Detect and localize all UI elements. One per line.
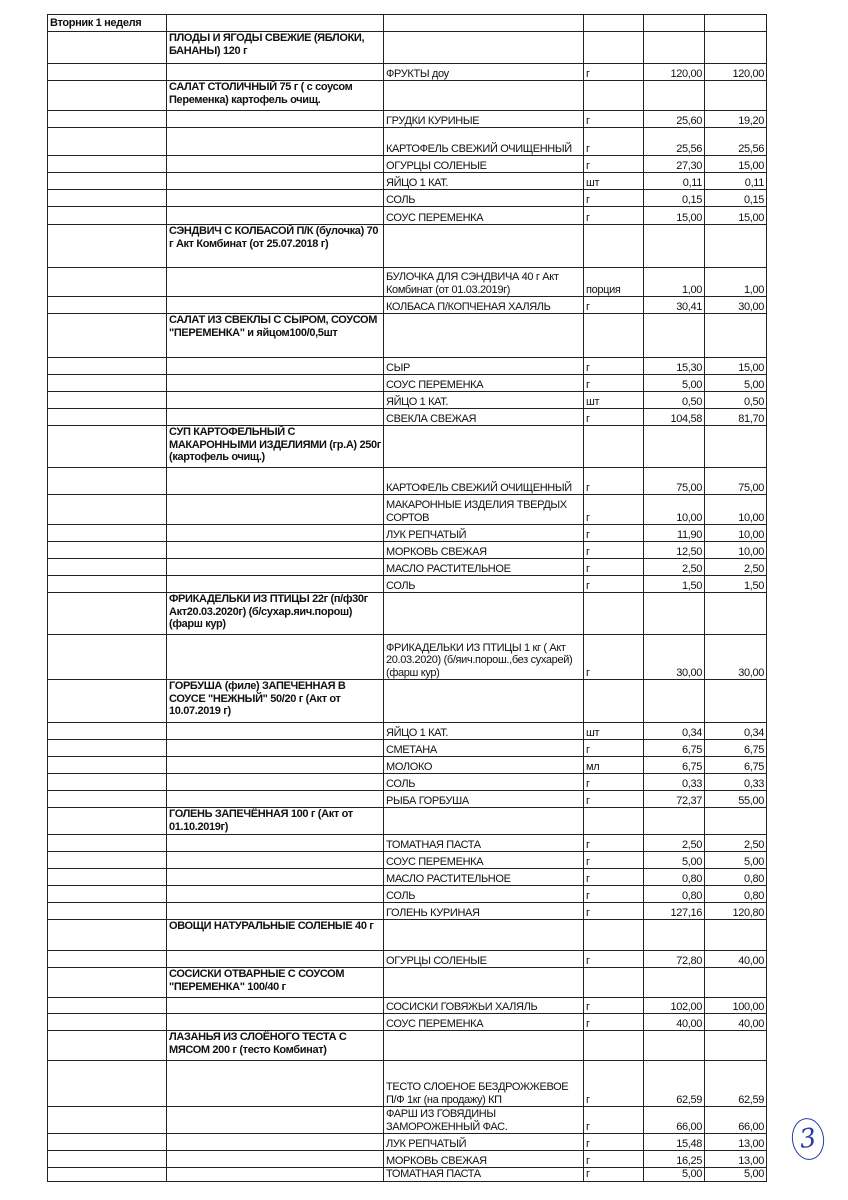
unit: г <box>584 869 644 886</box>
dish-row <box>48 314 767 358</box>
ingredient-row <box>48 268 767 297</box>
gross-amount: 15,48 <box>644 1134 705 1151</box>
net-amount: 13,00 <box>705 1151 767 1168</box>
ingredient-row <box>48 190 767 207</box>
ingredient-row <box>48 111 767 128</box>
ingredient-name: ЯЙЦО 1 КАТ. <box>384 173 584 190</box>
dish-name: САЛАТ СТОЛИЧНЫЙ 75 г ( с соусом Переменка) картофель очищ. <box>167 81 384 111</box>
net-amount: 55,00 <box>705 791 767 808</box>
unit: г <box>584 835 644 852</box>
net-amount: 5,00 <box>705 1168 767 1182</box>
ingredient-name: БУЛОЧКА ДЛЯ СЭНДВИЧА 40 г Акт Комбинат (от 01.03.2019г) <box>384 268 584 297</box>
unit: г <box>584 495 644 525</box>
ingredient-name: МОРКОВЬ СВЕЖАЯ <box>384 542 584 559</box>
gross-amount: 30,41 <box>644 297 705 314</box>
ingredient-name: КОЛБАСА П/КОПЧЕНАЯ ХАЛЯЛЬ <box>384 297 584 314</box>
gross-amount: 16,25 <box>644 1151 705 1168</box>
dish-name: ЛАЗАНЬЯ ИЗ СЛОЁНОГО ТЕСТА С МЯСОМ 200 г (тесто Комбинат) <box>167 1031 384 1061</box>
ingredient-name: ТОМАТНАЯ ПАСТА <box>384 835 584 852</box>
unit: г <box>584 951 644 968</box>
ingredient-row <box>48 1061 767 1107</box>
ingredient-name: ЯЙЦО 1 КАТ. <box>384 392 584 409</box>
ingredient-row <box>48 1168 767 1182</box>
net-amount: 81,70 <box>705 409 767 426</box>
ingredient-row <box>48 525 767 542</box>
gross-amount: 10,00 <box>644 495 705 525</box>
net-amount: 15,00 <box>705 207 767 225</box>
unit: г <box>584 64 644 81</box>
gross-amount: 27,30 <box>644 156 705 173</box>
ingredient-row <box>48 409 767 426</box>
ingredient-row <box>48 998 767 1014</box>
ingredient-name: МАСЛО РАСТИТЕЛЬНОЕ <box>384 559 584 576</box>
ingredient-row <box>48 757 767 774</box>
net-amount: 5,00 <box>705 852 767 869</box>
gross-amount: 12,50 <box>644 542 705 559</box>
ingredient-row <box>48 64 767 81</box>
dish-name: ФРИКАДЕЛЬКИ ИЗ ПТИЦЫ 22г (п/ф30г Акт20.03.2020г) (б/сухар.яич.порош) (фарш кур) <box>167 593 384 635</box>
net-amount: 0,80 <box>705 886 767 903</box>
gross-amount: 5,00 <box>644 375 705 392</box>
unit: г <box>584 852 644 869</box>
ingredient-row <box>48 774 767 791</box>
unit: г <box>584 358 644 375</box>
ingredient-name: СЫР <box>384 358 584 375</box>
net-amount: 10,00 <box>705 495 767 525</box>
ingredient-row <box>48 468 767 495</box>
gross-amount: 6,75 <box>644 757 705 774</box>
unit: г <box>584 740 644 757</box>
net-amount: 100,00 <box>705 998 767 1014</box>
gross-amount: 5,00 <box>644 852 705 869</box>
ingredient-name: ЯЙЦО 1 КАТ. <box>384 723 584 740</box>
menu-table <box>47 14 767 1182</box>
handwritten-page-number: 3 <box>789 1116 827 1162</box>
ingredient-name: ФАРШ ИЗ ГОВЯДИНЫ ЗАМОРОЖЕННЫЙ ФАС. <box>384 1107 584 1134</box>
ingredient-row <box>48 559 767 576</box>
ingredient-row <box>48 852 767 869</box>
net-amount: 10,00 <box>705 525 767 542</box>
dish-row <box>48 81 767 111</box>
ingredient-row <box>48 392 767 409</box>
gross-amount: 127,16 <box>644 903 705 920</box>
dish-name: СУП КАРТОФЕЛЬНЫЙ С МАКАРОННЫМИ ИЗДЕЛИЯМИ (гр.А) 250г (картофель очищ.) <box>167 426 384 468</box>
unit: шт <box>584 723 644 740</box>
unit: г <box>584 111 644 128</box>
ingredient-row <box>48 791 767 808</box>
net-amount: 5,00 <box>705 375 767 392</box>
ingredient-name: МАКАРОННЫЕ ИЗДЕЛИЯ ТВЕРДЫХ СОРТОВ <box>384 495 584 525</box>
ingredient-row <box>48 542 767 559</box>
ingredient-row <box>48 173 767 190</box>
dish-row <box>48 225 767 268</box>
ingredient-row <box>48 903 767 920</box>
net-amount: 2,50 <box>705 559 767 576</box>
ingredient-row <box>48 358 767 375</box>
ingredient-name: ТЕСТО СЛОЕНОЕ БЕЗДРОЖЖЕВОЕ П/Ф 1кг (на продажу) КП <box>384 1061 584 1107</box>
unit: г <box>584 1151 644 1168</box>
gross-amount: 6,75 <box>644 740 705 757</box>
dish-name: СОСИСКИ ОТВАРНЫЕ С СОУСОМ "ПЕРЕМЕНКА" 100/40 г <box>167 968 384 998</box>
net-amount: 1,50 <box>705 576 767 593</box>
ingredient-name: КАРТОФЕЛЬ СВЕЖИЙ ОЧИЩЕННЫЙ <box>384 468 584 495</box>
unit: порция <box>584 268 644 297</box>
unit: шт <box>584 173 644 190</box>
net-amount: 6,75 <box>705 757 767 774</box>
net-amount: 66,00 <box>705 1107 767 1134</box>
ingredient-row <box>48 740 767 757</box>
gross-amount: 62,59 <box>644 1061 705 1107</box>
unit: г <box>584 207 644 225</box>
net-amount: 62,59 <box>705 1061 767 1107</box>
unit: г <box>584 791 644 808</box>
net-amount: 0,15 <box>705 190 767 207</box>
gross-amount: 5,00 <box>644 1168 705 1182</box>
gross-amount: 2,50 <box>644 835 705 852</box>
ingredient-name: МАСЛО РАСТИТЕЛЬНОЕ <box>384 869 584 886</box>
dish-name: ГОЛЕНЬ ЗАПЕЧЁННАЯ 100 г (Акт от 01.10.2019г) <box>167 808 384 835</box>
net-amount: 2,50 <box>705 835 767 852</box>
ingredient-name: СОУС ПЕРЕМЕНКА <box>384 852 584 869</box>
unit: г <box>584 1134 644 1151</box>
net-amount: 0,34 <box>705 723 767 740</box>
dish-row <box>48 426 767 468</box>
ingredient-name: СОЛЬ <box>384 886 584 903</box>
gross-amount: 72,80 <box>644 951 705 968</box>
gross-amount: 0,80 <box>644 886 705 903</box>
dish-row <box>48 593 767 635</box>
ingredient-row <box>48 207 767 225</box>
net-amount: 40,00 <box>705 951 767 968</box>
ingredient-name: МОРКОВЬ СВЕЖАЯ <box>384 1151 584 1168</box>
ingredient-row <box>48 1107 767 1134</box>
gross-amount: 25,60 <box>644 111 705 128</box>
unit: г <box>584 1107 644 1134</box>
gross-amount: 0,11 <box>644 173 705 190</box>
net-amount: 75,00 <box>705 468 767 495</box>
ingredient-row <box>48 1134 767 1151</box>
dish-row <box>48 680 767 723</box>
gross-amount: 1,00 <box>644 268 705 297</box>
net-amount: 19,20 <box>705 111 767 128</box>
unit: г <box>584 635 644 680</box>
gross-amount: 40,00 <box>644 1014 705 1031</box>
ingredient-name: СМЕТАНА <box>384 740 584 757</box>
ingredient-name: СОЛЬ <box>384 576 584 593</box>
ingredient-row <box>48 1151 767 1168</box>
net-amount: 13,00 <box>705 1134 767 1151</box>
dish-row <box>48 1031 767 1061</box>
unit: г <box>584 998 644 1014</box>
gross-amount: 30,00 <box>644 635 705 680</box>
dish-row <box>48 32 767 64</box>
net-amount: 15,00 <box>705 358 767 375</box>
ingredient-name: ТОМАТНАЯ ПАСТА <box>384 1168 584 1182</box>
ingredient-name: ГОЛЕНЬ КУРИНАЯ <box>384 903 584 920</box>
gross-amount: 2,50 <box>644 559 705 576</box>
unit: г <box>584 468 644 495</box>
gross-amount: 104,58 <box>644 409 705 426</box>
unit: г <box>584 886 644 903</box>
dish-row <box>48 808 767 835</box>
ingredient-row <box>48 495 767 525</box>
ingredient-name: СОУС ПЕРЕМЕНКА <box>384 1014 584 1031</box>
dish-name: ГОРБУША (филе) ЗАПЕЧЕННАЯ В СОУСЕ "НЕЖНЫЙ" 50/20 г (Акт от 10.07.2019 г) <box>167 680 384 723</box>
dish-name: ПЛОДЫ И ЯГОДЫ СВЕЖИЕ (ЯБЛОКИ, БАНАНЫ) 120 г <box>167 32 384 64</box>
ingredient-name: СОУС ПЕРЕМЕНКА <box>384 375 584 392</box>
gross-amount: 25,56 <box>644 128 705 156</box>
net-amount: 0,80 <box>705 869 767 886</box>
gross-amount: 72,37 <box>644 791 705 808</box>
ingredient-name: СОУС ПЕРЕМЕНКА <box>384 207 584 225</box>
ingredient-row <box>48 869 767 886</box>
unit: г <box>584 409 644 426</box>
ingredient-name: СОЛЬ <box>384 190 584 207</box>
ingredient-row <box>48 951 767 968</box>
ingredient-row <box>48 886 767 903</box>
gross-amount: 66,00 <box>644 1107 705 1134</box>
ingredient-name: ОГУРЦЫ СОЛЕНЫЕ <box>384 156 584 173</box>
gross-amount: 11,90 <box>644 525 705 542</box>
ingredient-row <box>48 835 767 852</box>
ingredient-row <box>48 723 767 740</box>
net-amount: 120,80 <box>705 903 767 920</box>
gross-amount: 120,00 <box>644 64 705 81</box>
unit: г <box>584 903 644 920</box>
ingredient-name: ГРУДКИ КУРИНЫЕ <box>384 111 584 128</box>
ingredient-name: РЫБА ГОРБУША <box>384 791 584 808</box>
ingredient-row <box>48 297 767 314</box>
gross-amount: 0,80 <box>644 869 705 886</box>
day-label: Вторник 1 неделя <box>48 15 167 32</box>
gross-amount: 1,50 <box>644 576 705 593</box>
net-amount: 30,00 <box>705 635 767 680</box>
net-amount: 120,00 <box>705 64 767 81</box>
gross-amount: 15,30 <box>644 358 705 375</box>
unit: шт <box>584 392 644 409</box>
net-amount: 30,00 <box>705 297 767 314</box>
net-amount: 0,33 <box>705 774 767 791</box>
dish-row <box>48 968 767 998</box>
unit: г <box>584 156 644 173</box>
dish-row <box>48 920 767 951</box>
ingredient-row <box>48 156 767 173</box>
unit: г <box>584 297 644 314</box>
ingredient-name: СОЛЬ <box>384 774 584 791</box>
gross-amount: 0,33 <box>644 774 705 791</box>
net-amount: 25,56 <box>705 128 767 156</box>
unit: г <box>584 525 644 542</box>
ingredient-name: МОЛОКО <box>384 757 584 774</box>
ingredient-name: ОГУРЦЫ СОЛЕНЫЕ <box>384 951 584 968</box>
ingredient-name: ЛУК РЕПЧАТЫЙ <box>384 1134 584 1151</box>
gross-amount: 102,00 <box>644 998 705 1014</box>
net-amount: 6,75 <box>705 740 767 757</box>
ingredient-name: ФРУКТЫ доу <box>384 64 584 81</box>
ingredient-name: СВЕКЛА СВЕЖАЯ <box>384 409 584 426</box>
unit: г <box>584 542 644 559</box>
dish-name: ОВОЩИ НАТУРАЛЬНЫЕ СОЛЕНЫЕ 40 г <box>167 920 384 951</box>
net-amount: 0,50 <box>705 392 767 409</box>
gross-amount: 15,00 <box>644 207 705 225</box>
unit: г <box>584 190 644 207</box>
unit: г <box>584 1014 644 1031</box>
unit: г <box>584 1168 644 1182</box>
ingredient-name: КАРТОФЕЛЬ СВЕЖИЙ ОЧИЩЕННЫЙ <box>384 128 584 156</box>
net-amount: 40,00 <box>705 1014 767 1031</box>
net-amount: 0,11 <box>705 173 767 190</box>
dish-name: САЛАТ ИЗ СВЕКЛЫ С СЫРОМ, СОУСОМ "ПЕРЕМЕНКА" и яйцом100/0,5шт <box>167 314 384 358</box>
ingredient-row <box>48 1014 767 1031</box>
ingredient-row <box>48 576 767 593</box>
ingredient-name: ЛУК РЕПЧАТЫЙ <box>384 525 584 542</box>
ingredient-row <box>48 128 767 156</box>
ingredient-name: СОСИСКИ ГОВЯЖЬИ ХАЛЯЛЬ <box>384 998 584 1014</box>
ingredient-row <box>48 375 767 392</box>
unit: г <box>584 1061 644 1107</box>
header-row <box>48 15 767 32</box>
unit: г <box>584 128 644 156</box>
gross-amount: 75,00 <box>644 468 705 495</box>
unit: г <box>584 576 644 593</box>
unit: г <box>584 774 644 791</box>
net-amount: 1,00 <box>705 268 767 297</box>
gross-amount: 0,15 <box>644 190 705 207</box>
net-amount: 10,00 <box>705 542 767 559</box>
ingredient-name: ФРИКАДЕЛЬКИ ИЗ ПТИЦЫ 1 кг ( Акт 20.03.2020) (б/яич.порош.,без сухарей)(фарш кур) <box>384 635 584 680</box>
gross-amount: 0,34 <box>644 723 705 740</box>
unit: г <box>584 559 644 576</box>
dish-name: СЭНДВИЧ С КОЛБАСОЙ П/К (булочка) 70 г Акт Комбинат (от 25.07.2018 г) <box>167 225 384 268</box>
unit: мл <box>584 757 644 774</box>
gross-amount: 0,50 <box>644 392 705 409</box>
net-amount: 15,00 <box>705 156 767 173</box>
ingredient-row <box>48 635 767 680</box>
unit: г <box>584 375 644 392</box>
